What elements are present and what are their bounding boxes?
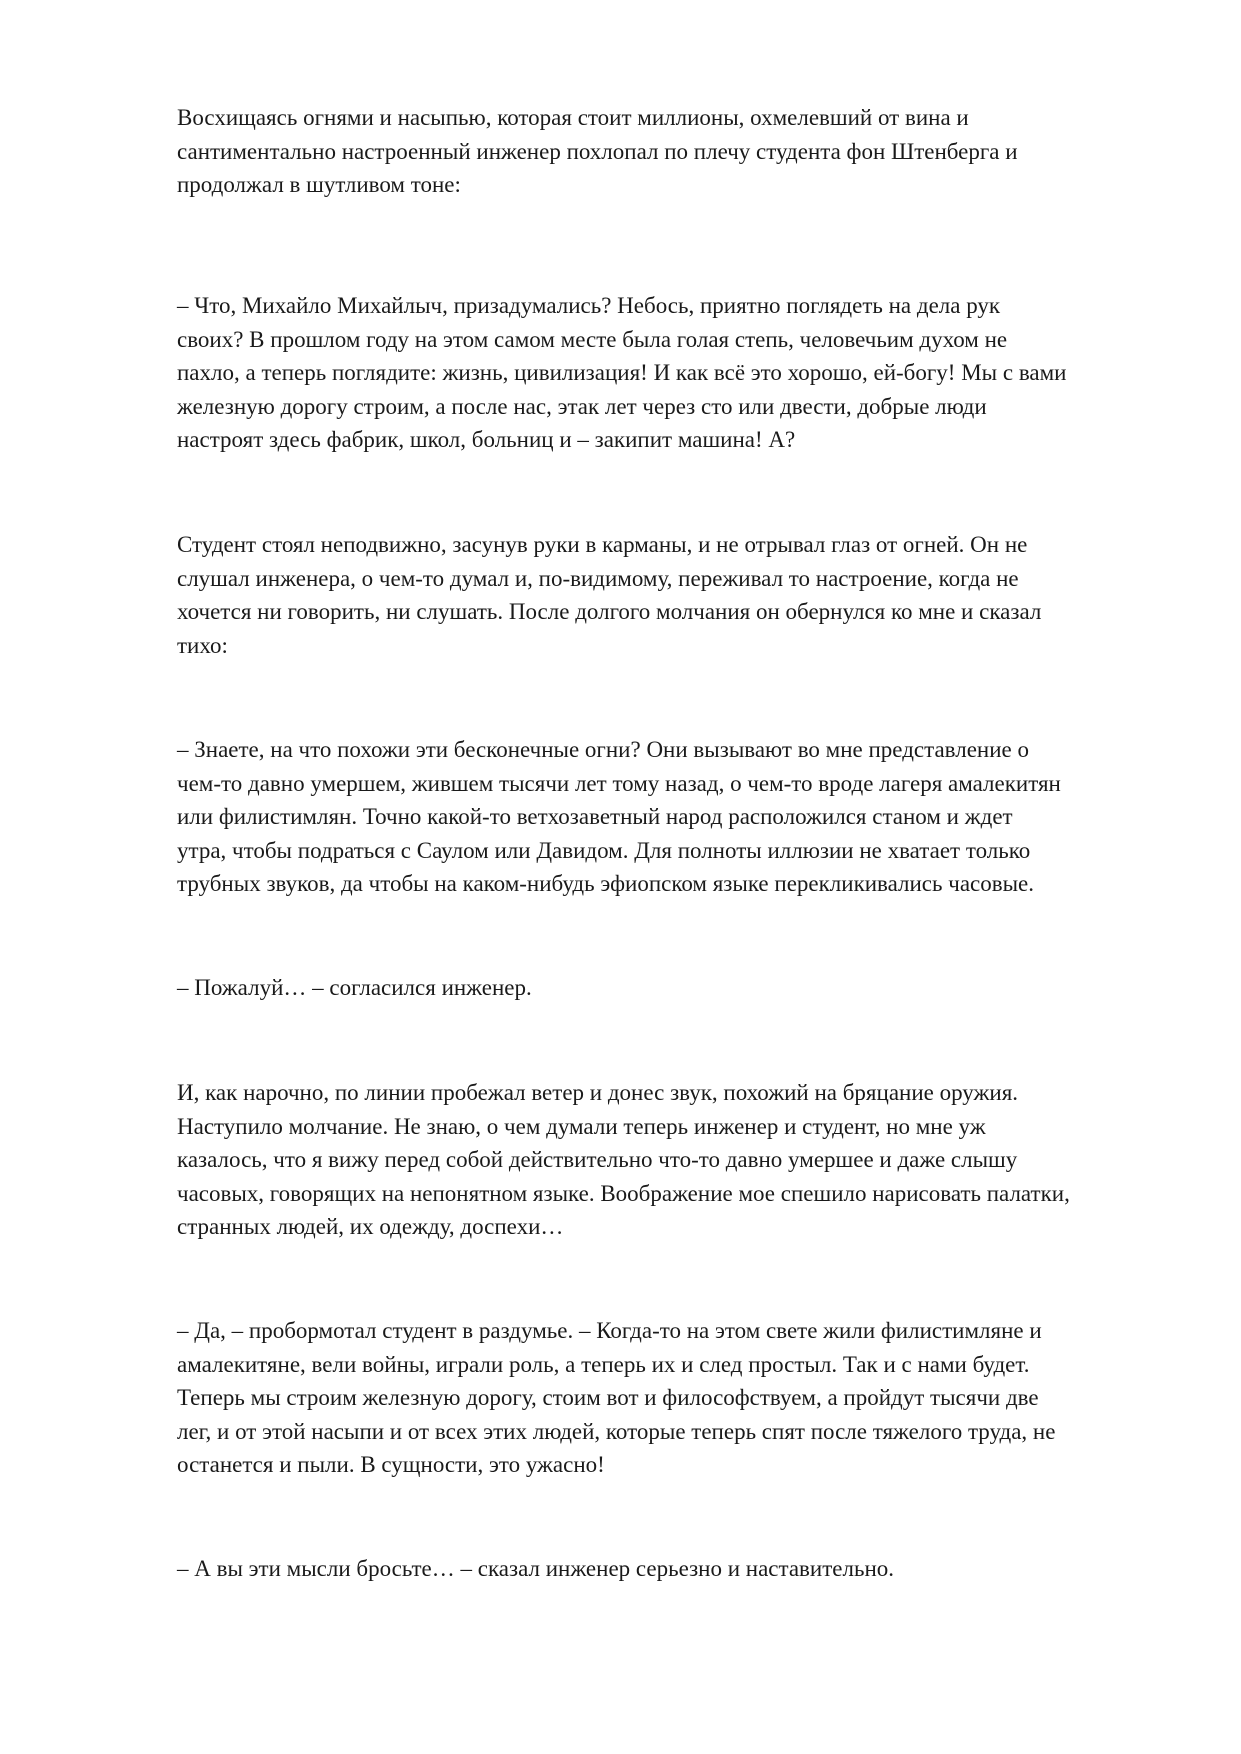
- paragraph-line: железную дорогу строим, а после нас, этак лет через сто или двести, добрые люди: [177, 393, 987, 419]
- paragraph-line: лег, и от этой насыпи и от всех этих людей, которые теперь спят после тяжелого труда, не: [177, 1418, 1056, 1444]
- paragraph-line: Наступило молчание. Не знаю, о чем думали теперь инженер и студент, но мне уж: [177, 1113, 986, 1139]
- paragraph-6: [177, 1076, 1162, 1244]
- paragraph-line: или филистимлян. Точно какой-то ветхозаветный народ расположился станом и ждет: [177, 804, 1013, 829]
- paragraph-line: останется и пыли. В сущности, это ужасно!: [177, 1452, 605, 1477]
- paragraph-line: – А вы эти мысли бросьте… – сказал инженер серьезно и наставительно.: [177, 1556, 895, 1581]
- paragraph-line: слушал инженера, о чем-то думал и, по-видимому, переживал то настроение, когда не: [177, 565, 1019, 591]
- paragraph-line: – Да, – пробормотал студент в раздумье. – Когда-то на этом свете жили филистимляне и: [177, 1318, 1042, 1343]
- paragraph-1: [177, 101, 1162, 202]
- paragraph-line: тихо:: [177, 632, 228, 658]
- paragraph-line: странных людей, их одежду, доспехи…: [177, 1214, 564, 1239]
- paragraph-line: хочется ни говорить, ни слушать. После долгого молчания он обернулся ко мне и сказал: [177, 599, 1042, 624]
- paragraph-line: продолжал в шутливом тоне:: [177, 172, 461, 197]
- paragraph-line: часовых, говорящих на непонятном языке. Воображение мое спешило нарисовать палатки,: [177, 1180, 1070, 1206]
- paragraph-8: [177, 1552, 1162, 1586]
- paragraph-7: [177, 1314, 1162, 1482]
- paragraph-line: Студент стоял неподвижно, засунув руки в карманы, и не отрывал глаз от огней. Он не: [177, 532, 1028, 557]
- paragraph-line: утра, чтобы подраться с Саулом или Давидом. Для полноты иллюзии не хватает только: [177, 837, 1031, 863]
- paragraph-3: [177, 528, 1162, 662]
- paragraph-4: [177, 733, 1162, 901]
- paragraph-line: – Пожалуй… – согласился инженер.: [177, 975, 532, 1000]
- paragraph-5: [177, 971, 1162, 1005]
- paragraph-line: своих? В прошлом году на этом самом месте была голая степь, человечьим духом не: [177, 326, 1008, 352]
- paragraph-line: пахло, а теперь поглядите: жизнь, цивилизация! И как всё это хорошо, ей-богу! Мы с вами: [177, 360, 1067, 385]
- paragraph-line: – Знаете, на что похожи эти бесконечные огни? Они вызывают во мне представление о: [177, 737, 1029, 762]
- paragraph-line: амалекитяне, вели войны, играли роль, а теперь их и след простыл. Так и с нами будет.: [177, 1351, 1030, 1377]
- paragraph-line: настроят здесь фабрик, школ, больниц и – закипит машина! А?: [177, 427, 796, 452]
- paragraph-line: сантиментально настроенный инженер похлопал по плечу студента фон Штенберга и: [177, 138, 1018, 164]
- paragraph-2: [177, 289, 1162, 457]
- paragraph-line: трубных звуков, да чтобы на каком-нибудь эфиопском языке перекликивались часовые.: [177, 871, 1035, 896]
- paragraph-line: – Что, Михайло Михайлыч, призадумались? Небось, приятно поглядеть на дела рук: [177, 293, 1001, 318]
- paragraph-line: И, как нарочно, по линии пробежал ветер и донес звук, похожий на бряцание оружия.: [177, 1080, 1019, 1105]
- paragraph-line: Теперь мы строим железную дорогу, стоим вот и философствуем, а пройдут тысячи две: [177, 1385, 1039, 1410]
- paragraph-line: чем-то давно умершем, жившем тысячи лет тому назад, о чем-то вроде лагеря амалекитян: [177, 770, 1061, 796]
- paragraph-line: Восхищаясь огнями и насыпью, которая стоит миллионы, охмелевший от вина и: [177, 105, 969, 130]
- paragraph-line: казалось, что я вижу перед собой действительно что-то давно умершее и даже слышу: [177, 1147, 1018, 1172]
